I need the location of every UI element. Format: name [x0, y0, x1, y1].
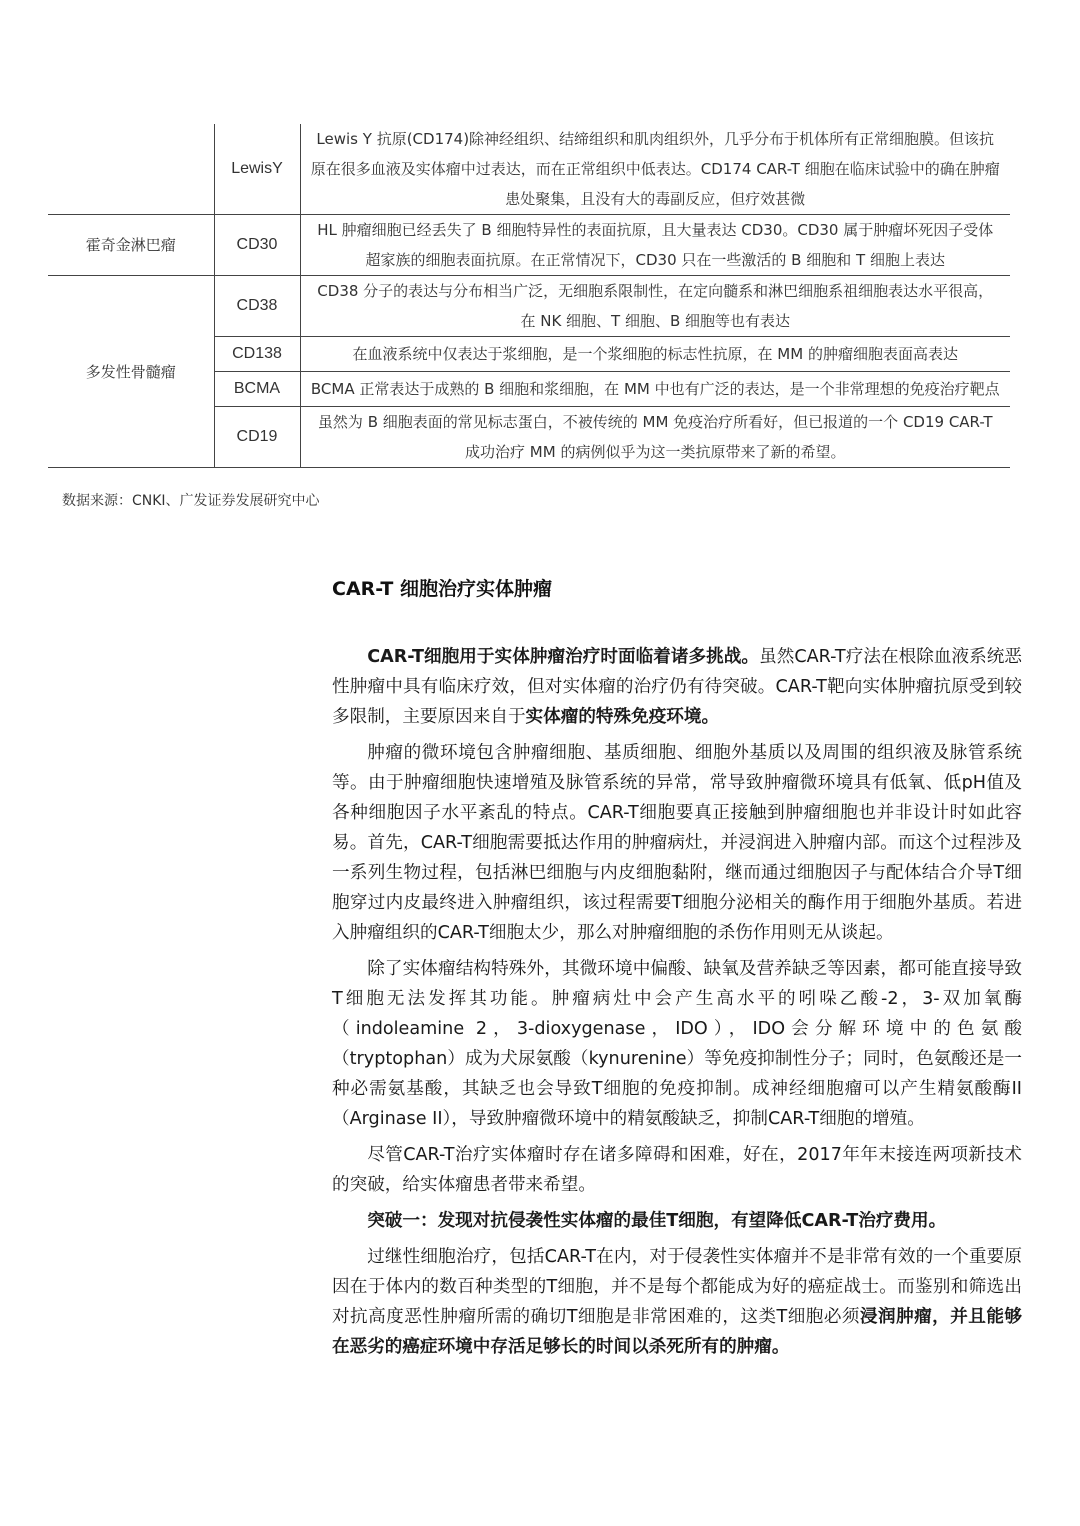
paragraph — [332, 1206, 1022, 1236]
paragraph: 尽管CAR-T治疗实体瘤时存在诸多障碍和困难，好在，2017年年末接连两项新技术的突破，给实体瘤患者带来希望。 — [332, 1145, 1022, 1195]
cancer-type-cell — [48, 124, 214, 215]
antigen-cell: CD30 — [214, 215, 300, 276]
paragraph — [332, 642, 1022, 732]
antigen-cell: CD138 — [214, 337, 300, 372]
paragraph: 肿瘤的微环境包含肿瘤细胞、基质细胞、细胞外基质以及周围的组织液及脉管系统等。由于肿瘤细胞快速增殖及脉管系统的异常，常导致肿瘤微环境具有低氧、低pH值及各种细胞因子水平紊乱的特点。CAR-T细胞要真正接触到肿瘤细胞也并非设计时如此容易。首先，CAR-T细胞需要抵达作用的肿瘤病灶，并浸润进入肿瘤内部。而这个过程涉及一系列生物过程，包括淋巴细胞与内皮细胞黏附，继而通过细胞因子与配体结合介导T细胞穿过内皮最终进入肿瘤组织，该过程需要T细胞分泌相关的酶作用于细胞外基质。若进入肿瘤组织的CAR-T细胞太少，那么对肿瘤细胞的杀伤作用则无从谈起。 — [332, 743, 1022, 943]
cancer-type-cell: 霍奇金淋巴瘤 — [48, 215, 214, 276]
body-text — [332, 642, 1022, 1368]
antigen-cell: BCMA — [214, 372, 300, 407]
description-cell: CD38 分子的表达与分布相当广泛，无细胞系限制性，在定向髓系和淋巴细胞系祖细胞表达水平很高，在 NK 细胞、T 细胞、B 细胞等也有表达 — [300, 276, 1010, 337]
bold-lead: CAR-T细胞用于实体肿瘤治疗时面临着诸多挑战。 — [367, 647, 760, 667]
paragraph — [332, 1242, 1022, 1362]
antigen-cell: CD38 — [214, 276, 300, 337]
table-row — [48, 124, 1010, 215]
data-source-note: 数据来源：CNKI、广发证券发展研究中心 — [62, 493, 320, 509]
description-cell: Lewis Y 抗原(CD174)除神经组织、结缔组织和肌肉组织外，几乎分布于机体所有正常细胞膜。但该抗原在很多血液及实体瘤中过表达，而在正常组织中低表达。CD174 CAR-T 细胞在临床试验中的确在肿瘤患处聚集，且没有大的毒副反应，但疗效甚微 — [300, 124, 1010, 215]
table-row — [48, 276, 1010, 337]
section-title: CAR-T 细胞治疗实体肿瘤 — [332, 578, 552, 600]
antigen-table — [48, 124, 1010, 468]
bold-phrase: 浸润肿瘤，并且能够在恶劣的癌症环境中存活足够长的时间以杀死所有的肿瘤。 — [332, 1307, 1022, 1357]
antigen-cell: LewisY — [214, 124, 300, 215]
paragraph-text: 虽然CAR-T疗法在根除血液系统恶性肿瘤中具有临床疗效，但对实体瘤的治疗仍有待突破。CAR-T靶向实体肿瘤抗原受到较多限制，主要原因来自于 — [332, 647, 1022, 727]
paragraph-text: 过继性细胞治疗，包括CAR-T在内，对于侵袭性实体瘤并不是非常有效的一个重要原因在于体内的数百种类型的T细胞，并不是每个都能成为好的癌症战士。而鉴别和筛选出对抗高度恶性肿瘤所需的确切T细胞是非常困难的，这类T细胞必须 — [332, 1247, 1022, 1327]
antigen-cell: CD19 — [214, 407, 300, 468]
description-cell: HL 肿瘤细胞已经丢失了 B 细胞特异性的表面抗原，且大量表达 CD30。CD30 属于肿瘤坏死因子受体超家族的细胞表面抗原。在正常情况下，CD30 只在一些激活的 B 细胞和 T 细胞上表达 — [300, 215, 1010, 276]
description-cell: 在血液系统中仅表达于浆细胞，是一个浆细胞的标志性抗原，在 MM 的肿瘤细胞表面高表达 — [300, 337, 1010, 372]
paragraph: 除了实体瘤结构特殊外，其微环境中偏酸、缺氧及营养缺乏等因素，都可能直接导致T细胞无法发挥其功能。肿瘤病灶中会产生高水平的吲哚乙酸-2，3-双加氧酶（indoleamine 2，3-dioxygenase，IDO），IDO会分解环境中的色氨酸（tryptophan）成为犬尿氨酸（kynurenine）等免疫抑制性分子；同时，色氨酸还是一种必需氨基酸，其缺乏也会导致T细胞的免疫抑制。成神经细胞瘤可以产生精氨酸酶II（Arginase II），导致肿瘤微环境中的精氨酸缺乏，抑制CAR-T细胞的增殖。 — [332, 959, 1022, 1129]
description-cell: BCMA 正常表达于成熟的 B 细胞和浆细胞，在 MM 中也有广泛的表达，是一个非常理想的免疫治疗靶点 — [300, 372, 1010, 407]
bold-phrase: 实体瘤的特殊免疫环境。 — [525, 707, 720, 727]
cancer-type-cell: 多发性骨髓瘤 — [48, 276, 214, 468]
breakthrough-heading: 突破一：发现对抗侵袭性实体瘤的最佳T细胞，有望降低CAR-T治疗费用。 — [367, 1211, 947, 1231]
table-row — [48, 215, 1010, 276]
description-cell: 虽然为 B 细胞表面的常见标志蛋白，不被传统的 MM 免疫治疗所看好，但已报道的一个 CD19 CAR-T 成功治疗 MM 的病例似乎为这一类抗原带来了新的希望。 — [300, 407, 1010, 468]
